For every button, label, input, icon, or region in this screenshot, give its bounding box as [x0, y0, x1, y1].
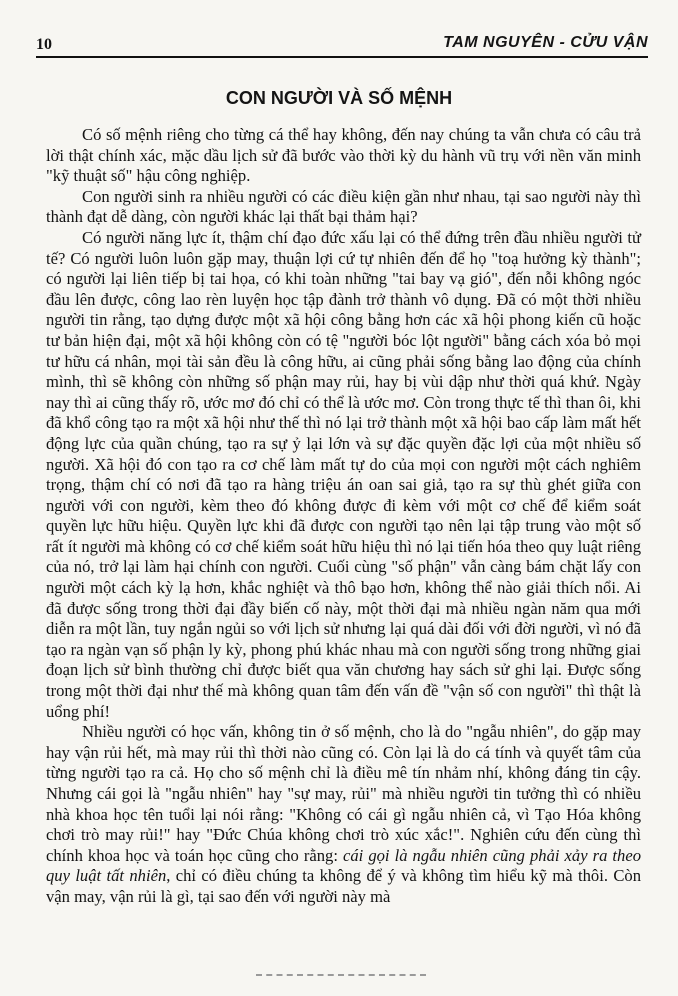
italic-phrase: cái gọi là ngẫu nhiên cũng phải xảy ra theo quy luật tất nhiên — [46, 845, 641, 886]
body-text — [46, 125, 641, 908]
footer-rule — [256, 974, 426, 976]
paragraph: Có người năng lực ít, thậm chí đạo đức xấu lại có thể đứng trên đầu nhiều người tử tế? Có người luôn luôn gặp may, thuận lợi cứ tự nhiên đến để họ "toạ hưởng kỳ thành"; có người lại liên tiếp bị tai họa, có khi toàn những "tai bay vạ gió", đến nỗi không ngóc đầu lên được, công lao rèn luyện học tập đành trở thành vô dụng. Đã có một thời nhiều người tin rằng, tạo dựng được một xã hội công bằng hơn các xã hội phong kiến cũ hoặc tư bản hiện đại, một xã hội không còn có tệ "người bóc lột người" bằng cách xóa bỏ mọi tư hữu cá nhân, mọi tài sản đều là công hữu, ai cũng phải sống bằng lao động của chính mình, thì sẽ không còn những số phận may rủi, hay bị vùi dập như thời quá khứ. Ngày nay thì ai cũng thấy rõ, ước mơ đó chỉ có thể là ước mơ. Còn trong thực tế thì than ôi, khi đã khổ công tạo ra một xã hội như thế thì nó lại trở thành một xã hội bao cấp làm mất hết động lực của quần chúng, tạo ra sự ỷ lại lớn và sự đặc quyền đặc lợi của một nhiều số người. Xã hội đó con tạo ra cơ chế làm mất tự do của mọi con người một cách nghiêm trọng, thậm chí có nơi đã tạo ra hàng triệu án oan sai giả, tạo ra sự thù ghét giữa con người với con người, kèm theo đó không được đi kèm với một cơ chế để kiểm soát quyền lực hữu hiệu. Quyền lực khi đã được con người tạo nên lại tập trung vào một số rất ít người mà không có cơ chế kiểm soát hữu hiệu thì nó lại tiến hóa theo quy luật riêng của nó, trở lại làm hại chính con người. Cuối cùng "số phận" vẫn càng bám chặt lấy con người một cách kỳ lạ hơn, khắc nghiệt và thô bạo hơn, không thể nào giải thích nổi. Ai đã được sống trong thời đại đầy biến cố này, một thời đại mà nhiều ngàn năm qua mới diễn ra một lần, tuy ngắn ngủi so với lịch sử nhưng lại quá dài đối với đời người, vì nó đã tạo ra ngàn vạn số phận ly kỳ, phong phú khác nhau mà con người sống trong những giai đoạn lịch sử bình thường chỉ được biết qua văn chương hay sách sử ghi lại. Được sống trong một thời đại như thế mà không quan tâm đến vấn đề "vận số con người" thì thật là uổng phí! — [46, 227, 641, 721]
running-title: TAM NGUYÊN - CỬU VẬN — [443, 34, 648, 51]
paragraph: Nhiều người có học vấn, không tin ở số mệnh, cho là do "ngẫu nhiên", do gặp may hay vận rủi hết, mà may rủi thì thời nào cũng có. Còn lại là do cá tính và quyết tâm của từng người tạo ra cả. Họ cho số mệnh chỉ là điều mê tín nhảm nhí, không đáng tin cậy. Nhưng cái gọi là "ngẫu nhiên" hay "sự may, rủi" mà nhiều người tin tưởng thì có nhiều nhà khoa học tên tuổi lại nói rằng: "Không có cái gì ngẫu nhiên cả, vì Tạo Hóa không chơi trò may rủi!" hay "Đức Chúa không chơi trò xúc xắc!". Nghiên cứu đến cùng thì chính khoa học và toán học cũng cho rằng: cái gọi là ngẫu nhiên cũng phải xảy ra theo quy luật tất nhiên, chỉ có điều chúng ta không để ý và không tìm hiểu kỹ mà thôi. Còn vận may, vận rủi là gì, tại sao đến với người này mà — [46, 722, 641, 906]
paragraph: Con người sinh ra nhiều người có các điều kiện gần như nhau, tại sao người này thì thành đạt dễ dàng, còn người khác lại thất bại thảm hại? — [46, 186, 641, 227]
paragraph: Có số mệnh riêng cho từng cá thể hay không, đến nay chúng ta vẫn chưa có câu trả lời thật chính xác, mặc dầu lịch sử đã bước vào thời kỳ du hành vũ trụ với nền văn minh "kỹ thuật số" hậu công nghiệp. — [46, 125, 641, 186]
header-rule — [36, 56, 648, 58]
page-header — [36, 34, 648, 56]
chapter-title: CON NGƯỜI VÀ SỐ MỆNH — [225, 88, 453, 108]
page-number: 10 — [36, 36, 52, 53]
